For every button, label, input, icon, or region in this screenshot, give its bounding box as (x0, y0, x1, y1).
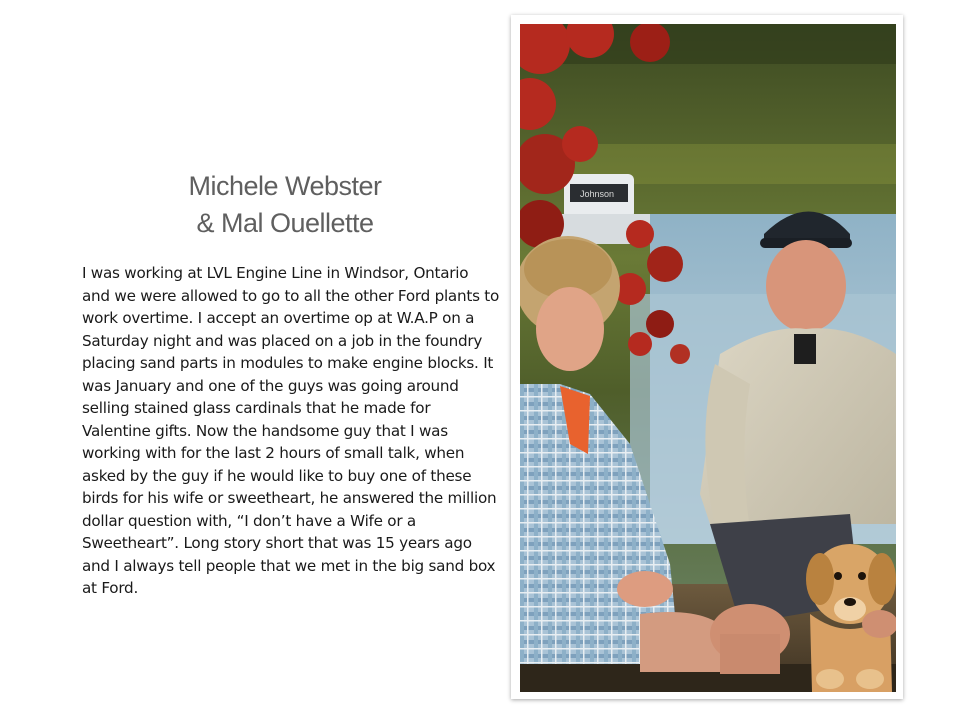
couple-photo (520, 24, 896, 692)
story-paragraph: I was working at LVL Engine Line in Windsor, Ontario and we were allowed to go to all the other Ford plants to work overtime. I accept an overtime op at W.A.P on a Saturday night and was placed on a job in the foundry placing sand parts in modules to make engine blocks. It was January and one of the guys was going around selling stained glass cardinals that he made for Valentine gifts. Now the handsome guy that I was working with for the last 2 hours of small talk, when asked by the guy if he would like to buy one of these birds for his wife or sweetheart, he answered the million dollar question with, “I don’t have a Wife or a Sweetheart”. Long story short that was 15 years ago and I always tell people that we met in the big sand box at Ford. (82, 264, 500, 597)
title-line-2: & Mal Ouellette (196, 208, 374, 238)
page-title (150, 168, 420, 242)
photo-frame (511, 15, 903, 699)
couple-photo-illustration (520, 24, 896, 692)
boat-brand-label: Johnson (580, 189, 615, 199)
title-line-1: Michele Webster (188, 171, 382, 201)
